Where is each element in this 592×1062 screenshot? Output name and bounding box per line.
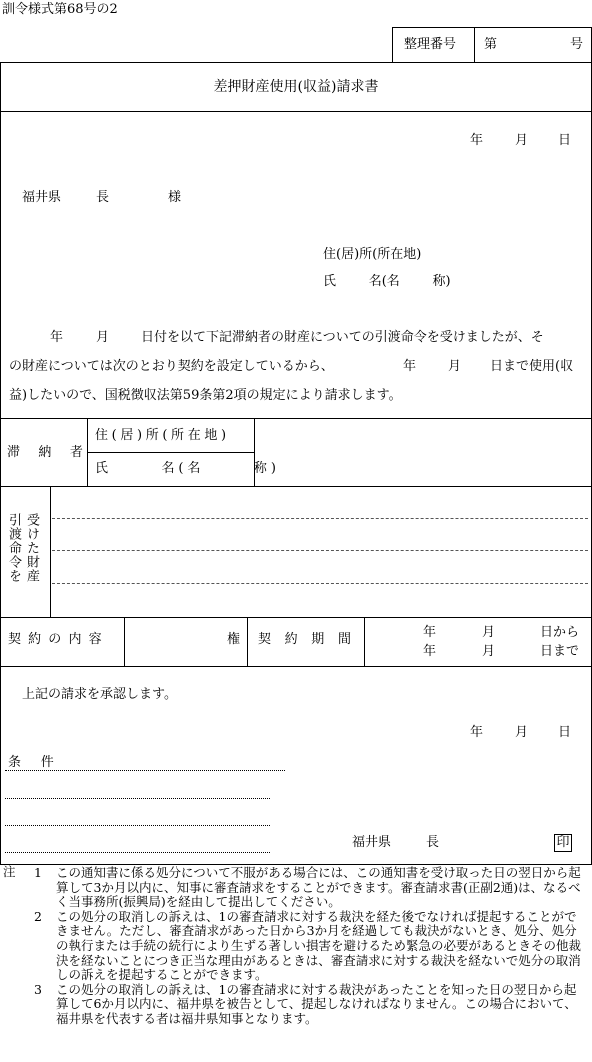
conditions-line <box>5 852 270 853</box>
contract-right-label: 権 <box>227 632 241 647</box>
note-text: この処分の取消しの訴えは、1の審査請求に対する裁決があったことを知った日の翌日から起算して6か月以内に、福井県を被告として、提起しなければなりません。この場合において、福井県を代表する者は福井県知事となります。 <box>56 981 577 1026</box>
body-line2-year: 年 <box>403 359 417 374</box>
contract-until-month: 月 <box>482 644 496 659</box>
body-line1-month: 月 <box>96 330 110 345</box>
divider <box>0 666 592 667</box>
note-item-2 <box>18 910 586 983</box>
divider <box>0 111 592 112</box>
note-item-1 <box>18 866 586 910</box>
contract-content-label: 契約の内容 <box>8 632 109 647</box>
divider <box>50 486 51 617</box>
property-entry-line <box>52 550 588 551</box>
contract-from-month: 月 <box>482 625 496 640</box>
divider <box>247 617 248 666</box>
seal-mark: 印 <box>554 834 572 852</box>
contract-from-year: 年 <box>423 625 437 640</box>
divider <box>0 418 592 419</box>
body-line2-until: 日まで使用(収 <box>490 359 574 374</box>
conditions-line <box>5 798 270 799</box>
divider <box>0 486 592 487</box>
body-line3-text: 益)したいので、国税徴収法第59条第2項の規定により請求します。 <box>9 388 402 403</box>
divider <box>474 27 475 63</box>
approval-month-label: 月 <box>515 725 529 740</box>
request-month-label: 月 <box>515 133 529 148</box>
form-title: 差押財産使用(収益)請求書 <box>213 79 379 95</box>
divider <box>87 452 254 453</box>
contract-period-label: 契約期間 <box>258 632 365 647</box>
notes-label: 注 <box>3 864 16 879</box>
note-number: 3 <box>34 981 42 997</box>
addressee-pref: 福井県 <box>22 190 62 205</box>
form-number: 訓令様式第68号の2 <box>2 2 118 17</box>
body-line2-month: 月 <box>448 359 462 374</box>
request-year-label: 年 <box>470 133 484 148</box>
body-line2-text: の財産については次のとおり契約を設定しているから、 <box>9 359 334 374</box>
divider <box>124 617 125 666</box>
contract-from-suffix: 日から <box>540 625 580 640</box>
main-form-frame <box>0 62 592 865</box>
applicant-address-label: 住(居)所(所在地) <box>323 247 422 262</box>
approval-text: 上記の請求を承認します。 <box>22 687 177 702</box>
request-day-label: 日 <box>558 133 572 148</box>
property-label-col2: 受けた財産 <box>24 513 39 583</box>
reference-number-label: 整理番号 <box>404 37 457 52</box>
property-label-col1: 引渡命令を <box>6 513 21 583</box>
reference-dai-label: 第 <box>484 37 498 52</box>
property-entry-line <box>52 583 588 584</box>
note-text: この処分の取消しの訴えは、1の審査請求に対する裁決を経た後でなければ提起することができません。ただし、審査請求があった日から3か月を経過しても裁決がないとき、処分、処分の執行または手続の続行により生ずる著しい損害を避けるため緊急の必要があるときその他裁決を経ないことにつき正当な理由があるときは、審査請求に対する裁決を経ないで処分の取消しの訴えを提起することができます。 <box>56 908 582 983</box>
approval-day-label: 日 <box>558 725 572 740</box>
body-line1-text: 日付を以て下記滞納者の財産についての引渡命令を受けましたが、そ <box>141 330 544 345</box>
note-item-3 <box>18 983 586 1027</box>
approval-year-label: 年 <box>470 725 484 740</box>
contract-until-year: 年 <box>423 644 437 659</box>
body-line1-year: 年 <box>50 330 64 345</box>
divider <box>364 617 365 666</box>
conditions-line <box>5 825 270 826</box>
delinquent-label: 滞 納 者 <box>7 445 91 460</box>
divider <box>0 617 592 618</box>
reference-go-label: 号 <box>570 37 584 52</box>
signer-pref: 福井県 <box>352 835 392 850</box>
addressee-cho: 長 <box>96 190 110 205</box>
delinquent-name-label: 氏 名(名 称) <box>95 461 280 476</box>
note-number: 2 <box>34 908 42 924</box>
note-number: 1 <box>34 865 42 880</box>
notes-section <box>18 866 586 1027</box>
delinquent-address-label: 住(居)所(所在地) <box>95 428 230 443</box>
property-entry-line <box>52 518 588 519</box>
signer-cho: 長 <box>426 835 440 850</box>
addressee-sama: 様 <box>168 190 182 205</box>
contract-until-suffix: 日まで <box>540 644 580 659</box>
conditions-label: 条 件 <box>8 755 62 770</box>
applicant-name-label: 氏 名(名 称) <box>323 274 451 289</box>
conditions-line <box>5 770 285 771</box>
note-text: この通知書に係る処分について不服がある場合には、この通知書を受け取った日の翌日から起算して3か月以内に、知事に審査請求をすることができます。審査請求書(正副2通)は、なるべく当事務所(振興局)を経由して提出してください。 <box>56 865 581 910</box>
